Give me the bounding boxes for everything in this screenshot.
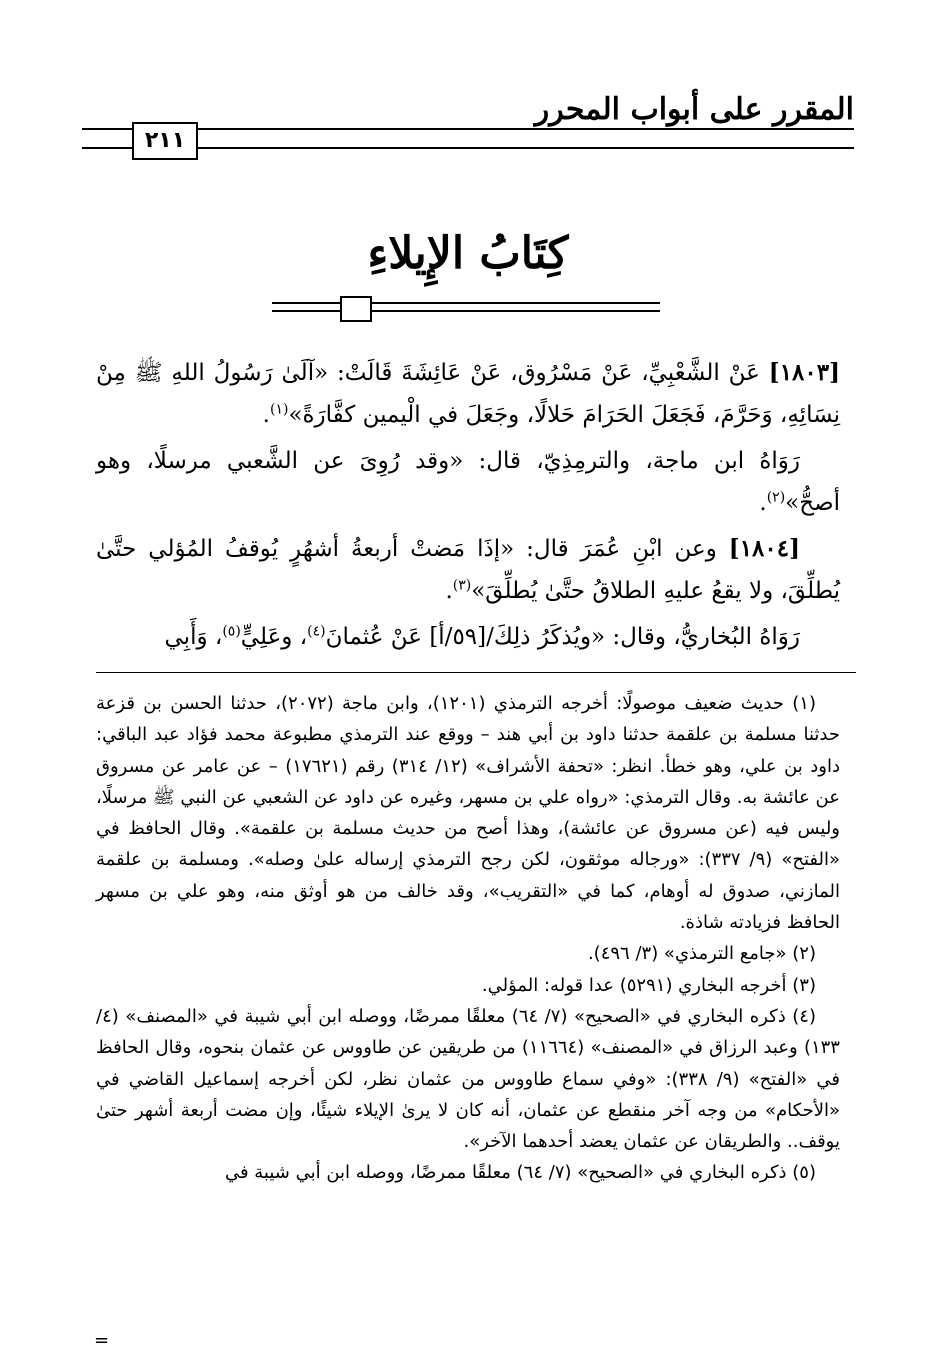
takhrij-end: ، وَأَبِي — [164, 624, 223, 650]
takhrij-end: . — [759, 490, 767, 516]
title-ornament-box — [340, 296, 372, 322]
hadith-number: [١٨٠٣] — [768, 359, 840, 386]
footnote-ref: (١) — [269, 401, 289, 418]
footnote-ref: (٤) — [307, 623, 326, 640]
title-ornament-rule-bottom — [272, 310, 660, 312]
takhrij-text: رَوَاهُ البُخاريُّ، وقال: «ويُذكَرُ ذلِكَ/[٥٩/أ] عَنْ عُثمانَ — [325, 624, 800, 650]
hadith-1804-takhrij — [96, 616, 840, 658]
footnote-separator — [96, 672, 856, 673]
running-title: المقرر على أبواب المحرر — [534, 92, 854, 127]
hadith-1804 — [96, 528, 840, 612]
footnote-ref: (٣) — [452, 577, 472, 594]
hadith-text: عَنْ الشَّعْبِيِّ، عَنْ مَسْرُوق، عَنْ عَائِشَةَ قَالَتْ: «آلَىٰ رَسُولُ اللهِ ﷺ مِنْ نِسَائِهِ، وَحَرَّمَ، فَجَعَلَ الحَرَامَ حَلالًا، وجَعَلَ في الْيمين كفَّارَةً» — [96, 360, 840, 428]
hadith-number: [١٨٠٤] — [728, 535, 800, 562]
footnote-5: (٥) ذكره البخاري في «الصحيح» (٧/ ٦٤) معلقًا ممرضًا، ووصله ابن أبي شيبة في — [224, 1162, 816, 1184]
hadith-text: وعن ابْنِ عُمَرَ قال: «إذَا مَضتْ أربعةُ أشهُرٍ يُوقفُ المُؤلي حتَّىٰ يُطلِّقَ، ولا يقعُ عليهِ الطلاقُ حتَّىٰ يُطلِّقَ» — [96, 536, 840, 604]
hadith-1803-takhrij — [96, 440, 840, 524]
footnotes — [96, 688, 840, 1189]
main-text — [96, 352, 840, 662]
footnote-ref: (٢) — [766, 489, 786, 506]
title-ornament-rule-top — [272, 302, 660, 304]
footnote-ref: (٥) — [222, 623, 241, 640]
hadith-end: . — [445, 578, 453, 604]
hadith-1803 — [96, 352, 840, 436]
continuation-mark: = — [94, 1330, 110, 1351]
takhrij-text-mid: ، وعَلِيٍّ — [240, 624, 308, 650]
footnote-4: (٤) ذكره البخاري في «الصحيح» (٧/ ٦٤) معلقًا ممرضًا، ووصله ابن أبي شيبة في «المصنف» (٤/ ١٣٣) وعبد الرزاق في «المصنف» (١١٦٦٤) من طريقين عن طاووس عن عثمان بنحوه، وقال الحافظ في «الفتح» (٩/ ٣٣٨): «وفي سماع طاووس من عثمان نظر، لكن أخرجه إسماعيل القاضي في «الأحكام» من وجه آخر منقطع عن عثمان، أنه كان لا يرىٰ الإيلاء شيئًا، وإن مضت أربعة أشهر حتىٰ يوقف.. والطريقان عن عثمان يعضد أحدهما الآخر». — [96, 1005, 840, 1153]
footnote-2: (٢) «جامع الترمذي» (٣/ ٤٩٦). — [587, 943, 816, 965]
hadith-end: . — [262, 402, 270, 428]
footnote-3: (٣) أخرجه البخاري (٥٢٩١) عدا قوله: المؤلي. — [481, 974, 816, 996]
chapter-title: كِتَابُ الإِيلاءِ — [367, 228, 569, 279]
takhrij-text: رَوَاهُ ابن ماجة، والترمِذِيّ، قال: «وقد رُوِىَ عن الشَّعبي مرسلًا، وهو أصحُّ» — [96, 448, 840, 516]
page-number: ٢١١ — [132, 122, 198, 160]
footnote-1: (١) حديث ضعيف موصولًا: أخرجه الترمذي (١٢٠١)، وابن ماجة (٢٠٧٢)، حدثنا الحسن بن قزعة حدثنا مسلمة بن علقمة حدثنا داود بن أبي هند – ووقع عند الترمذي مطبوعة محمد فؤاد عبد الباقي: داود بن علي، وهو خطأ. انظر: «تحفة الأشراف» (١٢/ ٣١٤) رقم (١٧٦٢١) – عن عامر عن مسروق عن عائشة به. وقال الترمذي: «رواه علي بن مسهر، وغيره عن داود عن الشعبي عن النبي ﷺ مرسلًا، وليس فيه (عن مسروق عن عائشة)، وهذا أصح من حديث مسلمة بن علقمة». وقال الحافظ في «الفتح» (٩/ ٣٣٧): «ورجاله موثقون، لكن رجح الترمذي إرساله علىٰ وصله». ومسلمة بن علقمة المازني، صدوق له أوهام، كما في «التقريب»، وقد خالف من هو أوثق منه، وهو علي بن مسهر الحافظ فزيادته شاذة. — [96, 693, 840, 934]
